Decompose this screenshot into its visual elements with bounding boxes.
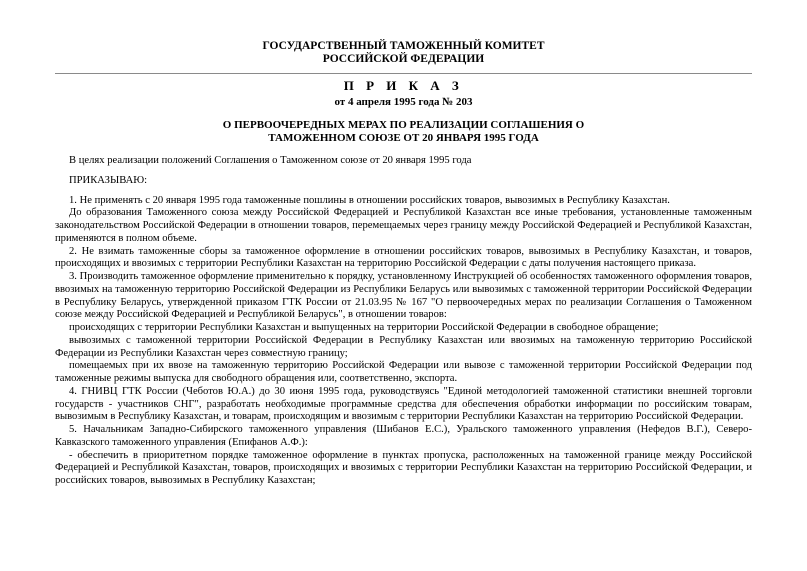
paragraph-item-1-continued: До образования Таможенного союза между Российской Федерацией и Республикой Казахстан все иные требования, установленные таможенным законодательством Российской Федерации в отношении товаров, перемещаемых через границу между Российской Федерацией и Республикой Казахстан, применяются в полном объеме. — [55, 207, 752, 244]
issuer-name-line1: ГОСУДАРСТВЕННЫЙ ТАМОЖЕННЫЙ КОМИТЕТ — [262, 40, 545, 52]
order-directive: ПРИКАЗЫВАЮ: — [69, 174, 148, 186]
paragraph-item-3-goods-c: помещаемых при их ввозе на таможенную территорию Российской Федерации или вывозе с таможенной территории Российской Федерации под таможенные режимы выпуска для свободного обращения или, соответственно, экспорта. — [55, 360, 752, 384]
paragraph-item-2: 2. Не взимать таможенные сборы за таможенное оформление в отношении российских товаров, вывозимых в Республику Казахстан, и товаров, происходящих и ввозимых с территории Республики Казахстан на территорию Российской Федерации с даты получения настоящего приказа. — [55, 245, 752, 270]
header-divider — [55, 73, 752, 74]
order-date-number: от 4 апреля 1995 года № 203 — [334, 96, 473, 108]
document-body — [55, 155, 752, 488]
paragraph-item-3: 3. Производить таможенное оформление применительно к порядку, установленному Инструкцией об особенностях таможенного оформления товаров, ввозимых на таможенную территорию Российской Федерации из Республики Беларусь или вывозимых с таможенной территории Российской Федерации в Республику Беларусь, утвержденной приказом ГТК России от 21.03.95 № 167 "О первоочередных мерах по реализации Соглашения о Таможенном союзе между Российской Федерацией и Республикой Беларусь", в отношении товаров: — [55, 271, 752, 321]
paragraph-item-1: 1. Не применять с 20 января 1995 года таможенные пошлины в отношении российских товаров, вывозимых в Республику Казахстан. — [69, 194, 670, 206]
order-subject-line1: О ПЕРВООЧЕРЕДНЫХ МЕРАХ ПО РЕАЛИЗАЦИИ СОГЛАШЕНИЯ О — [222, 119, 585, 131]
paragraph-item-3-goods-a: происходящих с территории Республики Казахстан и выпущенных на территории Российской Федерации в свободное обращение; — [69, 322, 659, 333]
issuer-name-line2: РОССИЙСКОЙ ФЕДЕРАЦИИ — [322, 53, 485, 65]
paragraph-item-5: 5. Начальникам Западно-Сибирского таможенного управления (Шибанов Е.С.), Уральского таможенного управления (Нефедов В.Г.), Северо-Кавказского таможенного управления (Епифанов А.Ф.): — [55, 424, 752, 448]
order-subject-line2: ТАМОЖЕННОМ СОЮЗЕ ОТ 20 ЯНВАРЯ 1995 ГОДА — [268, 132, 539, 144]
preamble-paragraph: В целях реализации положений Соглашения о Таможенном союзе от 20 января 1995 года — [69, 155, 472, 166]
paragraph-item-5-bullet: - обеспечить в приоритетном порядке таможенное оформление в пунктах пропуска, расположенных на таможенной границе между Российской Федерацией и Республикой Казахстан, товаров, происходящих и ввозимых с территории Республики Казахстан на территорию Российской Федерации, и российских товаров, вывозимых в Республику Казахстан; — [55, 449, 752, 486]
paragraph-item-4: 4. ГНИВЦ ГТК России (Чеботов Ю.А.) до 30 июня 1995 года, руководствуясь "Единой методологией таможенной статистики внешней торговли государств - участников СНГ", разработать необходимые программные средства для обеспечения обработки информации по российским товарам, вывозимым в Республику Казахстан, и товарам, происходящим и ввозимым с территории Республики Казахстан на территорию Российской Федерации. — [55, 385, 752, 423]
paragraph-item-3-goods-b: вывозимых с таможенной территории Российской Федерации в Республику Казахстан или ввозимых на таможенную территорию Российской Федерации из Республики Казахстан через совместную границу; — [55, 334, 752, 359]
order-title: П Р И К А З — [343, 78, 464, 93]
